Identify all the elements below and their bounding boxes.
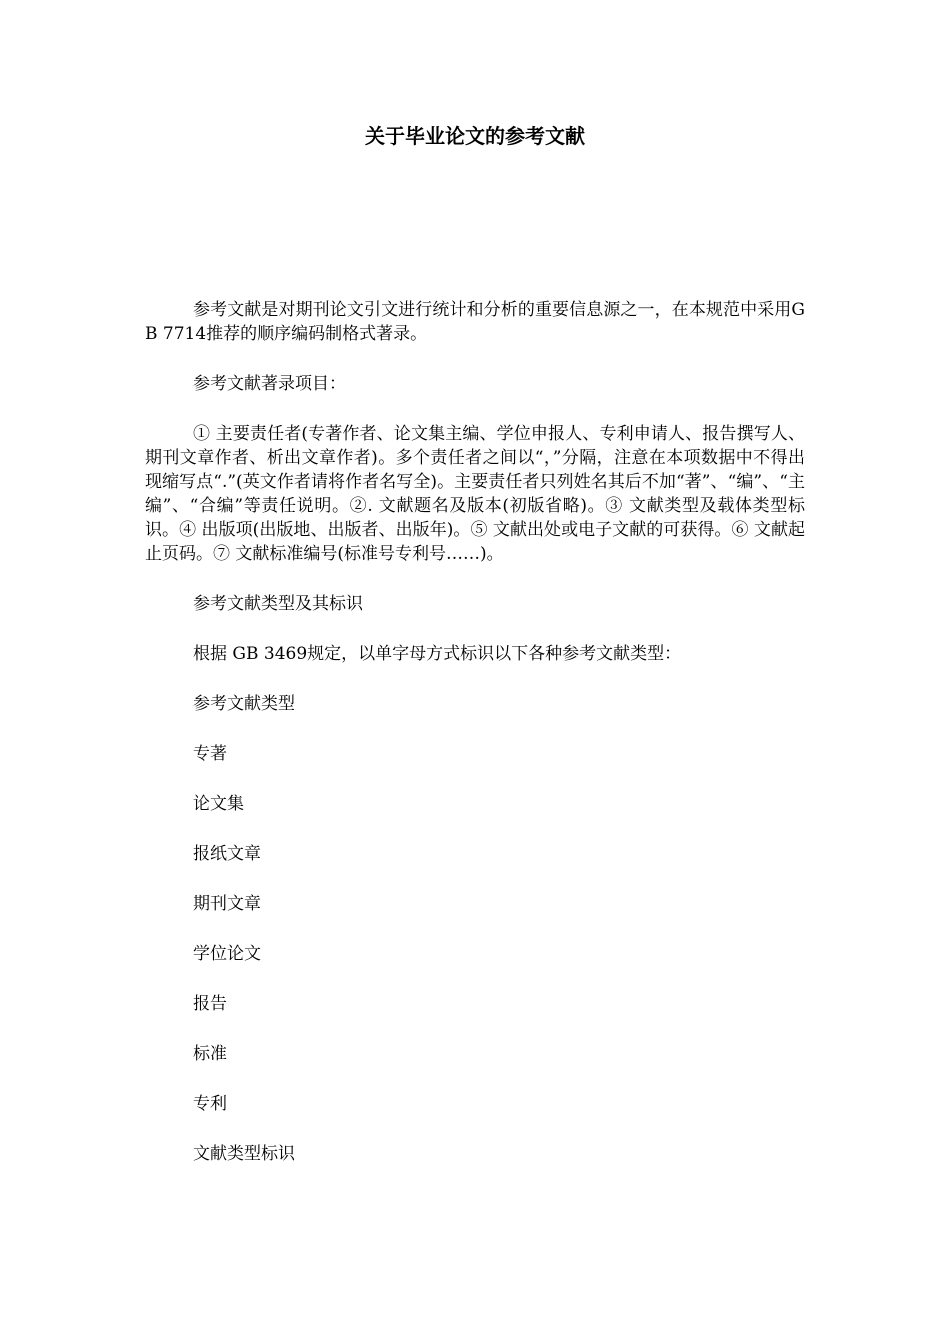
paragraph-type-header: 参考文献类型 [193, 694, 295, 714]
paragraph-intro: 参考文献是对期刊论文引文进行统计和分析的重要信息源之一，在本规范中采用GB 7714推荐的顺序编码制格式著录。 [145, 300, 805, 344]
paragraph-type-monograph: 专著 [193, 744, 227, 764]
paragraph-type-proceedings: 论文集 [193, 794, 244, 814]
paragraph-type-standard: 标准 [193, 1044, 227, 1064]
paragraph-types-heading: 参考文献类型及其标识 [193, 594, 363, 614]
paragraph-type-newspaper: 报纸文章 [193, 844, 261, 864]
paragraph-type-report: 报告 [193, 994, 227, 1014]
paragraph-type-patent: 专利 [193, 1094, 227, 1114]
document-body [145, 298, 805, 1166]
document-title: 关于毕业论文的参考文献 [365, 124, 585, 148]
paragraph-items-heading: 参考文献著录项目： [193, 374, 346, 394]
paragraph-type-thesis: 学位论文 [193, 944, 261, 964]
paragraph-type-journal: 期刊文章 [193, 894, 261, 914]
paragraph-types-rule: 根据 GB 3469规定，以单字母方式标识以下各种参考文献类型： [193, 644, 682, 664]
paragraph-type-code-header: 文献类型标识 [193, 1144, 295, 1164]
paragraph-items-list: ① 主要责任者(专著作者、论文集主编、学位申报人、专利申请人、报告撰写人、期刊文章作者、析出文章作者)。多个责任者之间以“，”分隔，注意在本项数据中不得出现缩写点“.”(英文作者请将作者名写全)。主要责任者只列姓名其后不加“著”、“编”、“主编”、“合编”等责任说明。②. 文献题名及版本(初版省略)。③ 文献类型及载体类型标识。④ 出版项(出版地、出版者、出版年)。⑤ 文献出处或电子文献的可获得。⑥ 文献起止页码。⑦ 文献标准编号(标准号专利号……)。 [145, 424, 805, 564]
